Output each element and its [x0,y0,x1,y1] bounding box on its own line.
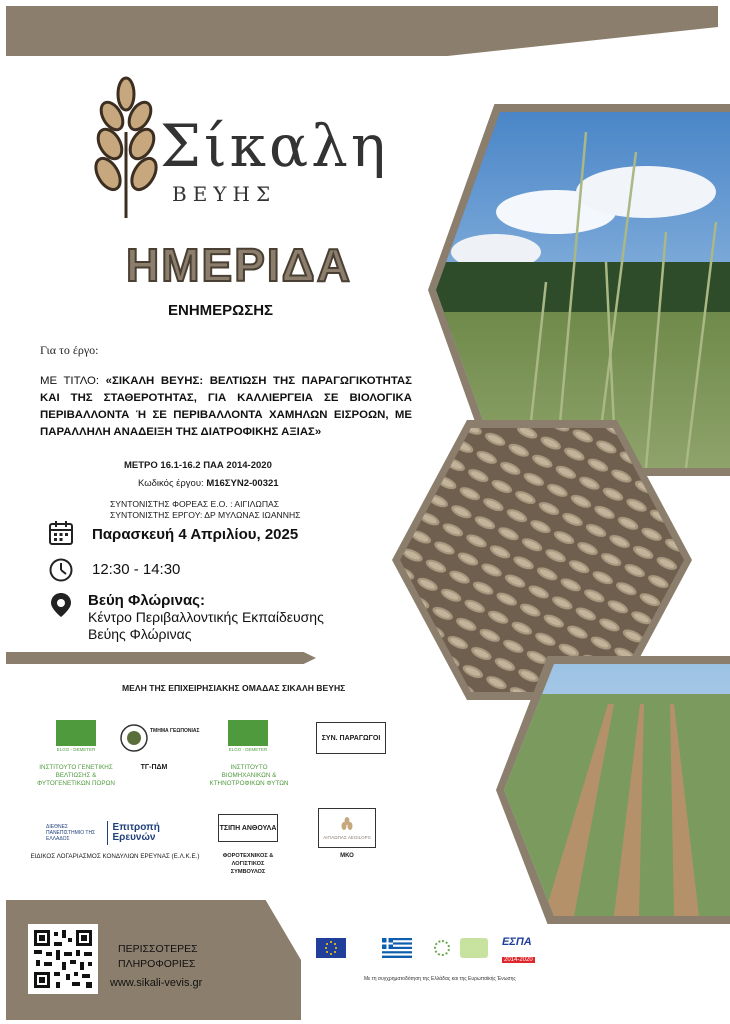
university-emblem-icon [120,724,148,752]
top-band [0,0,730,56]
coordinator-person: ΣΥΝΤΟΝΙΣΤΗΣ ΕΡΓΟΥ: ΔΡ ΜΥΛΩΝΑΣ ΙΩΑΝΝΗΣ [110,510,301,520]
project-title [40,373,412,441]
partner-accountant-box: ΤΣΙΠΗ ΑΝΘΟΥΛΑ [218,814,278,842]
espa-logo [502,936,552,964]
clock-icon [48,557,74,583]
location-pin-icon [48,592,74,618]
partner-label-6: ΦΟΡΟΤΕΧΝΙΚΟΣ & ΛΟΓΙΣΤΙΚΟΣ ΣΥΜΒΟΥΛΟΣ [222,853,274,875]
partner-label-2: ΤΓ-ΠΔΜ [140,764,168,771]
event-time: 12:30 - 14:30 [92,561,181,578]
espa-text: ΕΣΠΑ [502,936,532,948]
section-divider [6,652,316,664]
rye-field-photo [436,112,730,468]
wheat-icon [340,817,354,835]
geoponia-logo [120,724,202,752]
brand-subtitle: ΒΕΥΗΣ [172,182,277,206]
elgo-demeter-logo-2 [228,720,268,756]
place-title: Βεύη Φλώρινας: [88,592,205,609]
brand-name: Σίκαλη [160,112,389,180]
ihu-logo-text: ΔΙΕΘΝΕΣ ΠΑΝΕΠΙΣΤΗΜΙΟ ΤΗΣ ΕΛΛΑΔΟΣ [46,824,96,842]
project-title-lead: ΜΕ ΤΙΤΛΟ: [40,375,106,387]
funding-note: Με τη συγχρηματοδότηση της Ελλάδας και της Ευρωπαϊκής Ένωσης [364,976,516,982]
event-subheading: ΕΝΗΜΕΡΩΣΗΣ [168,302,274,319]
greek-flag-icon [382,938,412,958]
rye-ear-logo-icon [86,72,166,222]
eu-flag-icon [316,938,346,958]
qr-code[interactable] [28,924,98,994]
event-heading: ΗΜΕΡΙΔΑ [126,239,352,291]
event-date: Παρασκευή 4 Απριλίου, 2025 [92,526,299,543]
leader-logo-icon [460,938,488,958]
coordinator-body: ΣΥΝΤΟΝΙΣΤΗΣ ΦΟΡΕΑΣ Ε.Ο. : ΑΙΓΙΛΩΠΑΣ [110,499,280,509]
place-line-1: Κέντρο Περιβαλλοντικής Εκπαίδευσης [88,609,324,625]
aegilops-logo-text: ΑΙΓΙΛΩΠΑΣ AEGILOPS [323,834,371,840]
partner-label-7: ΜΚΟ [340,853,354,859]
partner-label-5: ΕΙΔΙΚΟΣ ΛΟΓΑΡΙΑΣΜΟΣ ΚΟΝΔΥΛΙΩΝ ΕΡΕΥΝΑΣ (Ε.Λ.Κ.Ε.) [30,853,200,860]
more-info-line-1: ΠΕΡΙΣΣΟΤΕΡΕΣ [118,943,198,955]
coordinators [110,499,301,521]
espa-years: 2014-2020 [504,957,533,963]
research-committee-text: Επιτροπή Ερευνών [112,822,160,843]
top-band-shape [6,6,718,56]
for-project-label: Για το έργο: [40,343,99,357]
partner-label-3: ΙΝΣΤΙΤΟΥΤΟ ΒΙΟΜΗΧΑΝΙΚΩΝ & ΚΤΗΝΟΤΡΟΦΙΚΩΝ ΦΥΤΩΝ [209,764,289,787]
project-code-value: M16ΣΥΝ2-00321 [206,478,279,489]
crop-rows-photo [504,664,730,916]
website-link[interactable]: www.sikali-vevis.gr [110,977,203,989]
qr-code-icon [32,928,94,990]
calendar-icon [48,520,74,546]
elgo-logo-text-1: ELGO - DEMETER [56,747,96,752]
more-info [118,942,198,972]
project-title-body: «ΣΙΚΑΛΗ ΒΕΥΗΣ: ΒΕΛΤΙΩΣΗ ΤΗΣ ΠΑΡΑΓΩΓΙΚΟΤΗΤΑΣ ΚΑΙ ΤΗΣ ΣΤΑΘΕΡΟΤΗΤΑΣ, ΓΙΑ ΚΑΛΛΙΕΡΓΕΙΑ ΣΕ ΒΙΟΛΟΓΙΚΑ ΠΕΡΙΒΑΛΛΟΝΤΑ Ή ΣΕ ΠΕΡΙΒΑΛΛΟΝΤΑ ΧΑΜΗΛΩΝ ΕΙΣΡΟΩΝ, ΜΕ ΠΑΡΑΛΛΗΛΗ ΑΝΑΔΕΙΞΗ ΤΗΣ ΔΙΑΤΡΟΦΙΚΗΣ ΑΞΙΑΣ» [40,375,412,438]
elgo-demeter-logo-1 [56,720,96,756]
project-code-label: Κωδικός έργου: [138,478,207,489]
measure-text: ΜΕΤΡΟ 16.1-16.2 ΠΑΑ 2014-2020 [124,460,272,471]
partner-producers-box: ΣΥΝ. ΠΑΡΑΓΩΓΟΙ [316,722,386,754]
elgo-logo-text-2: ELGO - DEMETER [228,747,268,752]
ihu-research-logo [46,818,164,848]
geoponia-logo-text: ΤΜΗΜΑ ΓΕΩΠΟΝΙΑΣ [150,728,200,734]
partner-label-1: ΙΝΣΤΙΤΟΥΤΟ ΓΕΝΕΤΙΚΗΣ ΒΕΛΤΙΩΣΗΣ & ΦΥΤΟΓΕΝΕΤΙΚΩΝ ΠΟΡΩΝ [37,764,115,787]
project-code [138,478,279,489]
aegilops-logo [318,808,376,848]
more-info-line-2: ΠΛΗΡΟΦΟΡΙΕΣ [118,958,196,970]
rural-development-icon [434,940,450,956]
place-line-2: Βεύης Φλώρινας [88,626,192,642]
rye-grains-photo [400,428,684,692]
partners-heading: ΜΕΛΗ ΤΗΣ ΕΠΙΧΕΙΡΗΣΙΑΚΗΣ ΟΜΑΔΑΣ ΣΙΚΑΛΗ ΒΕΥΗΣ [122,683,346,693]
